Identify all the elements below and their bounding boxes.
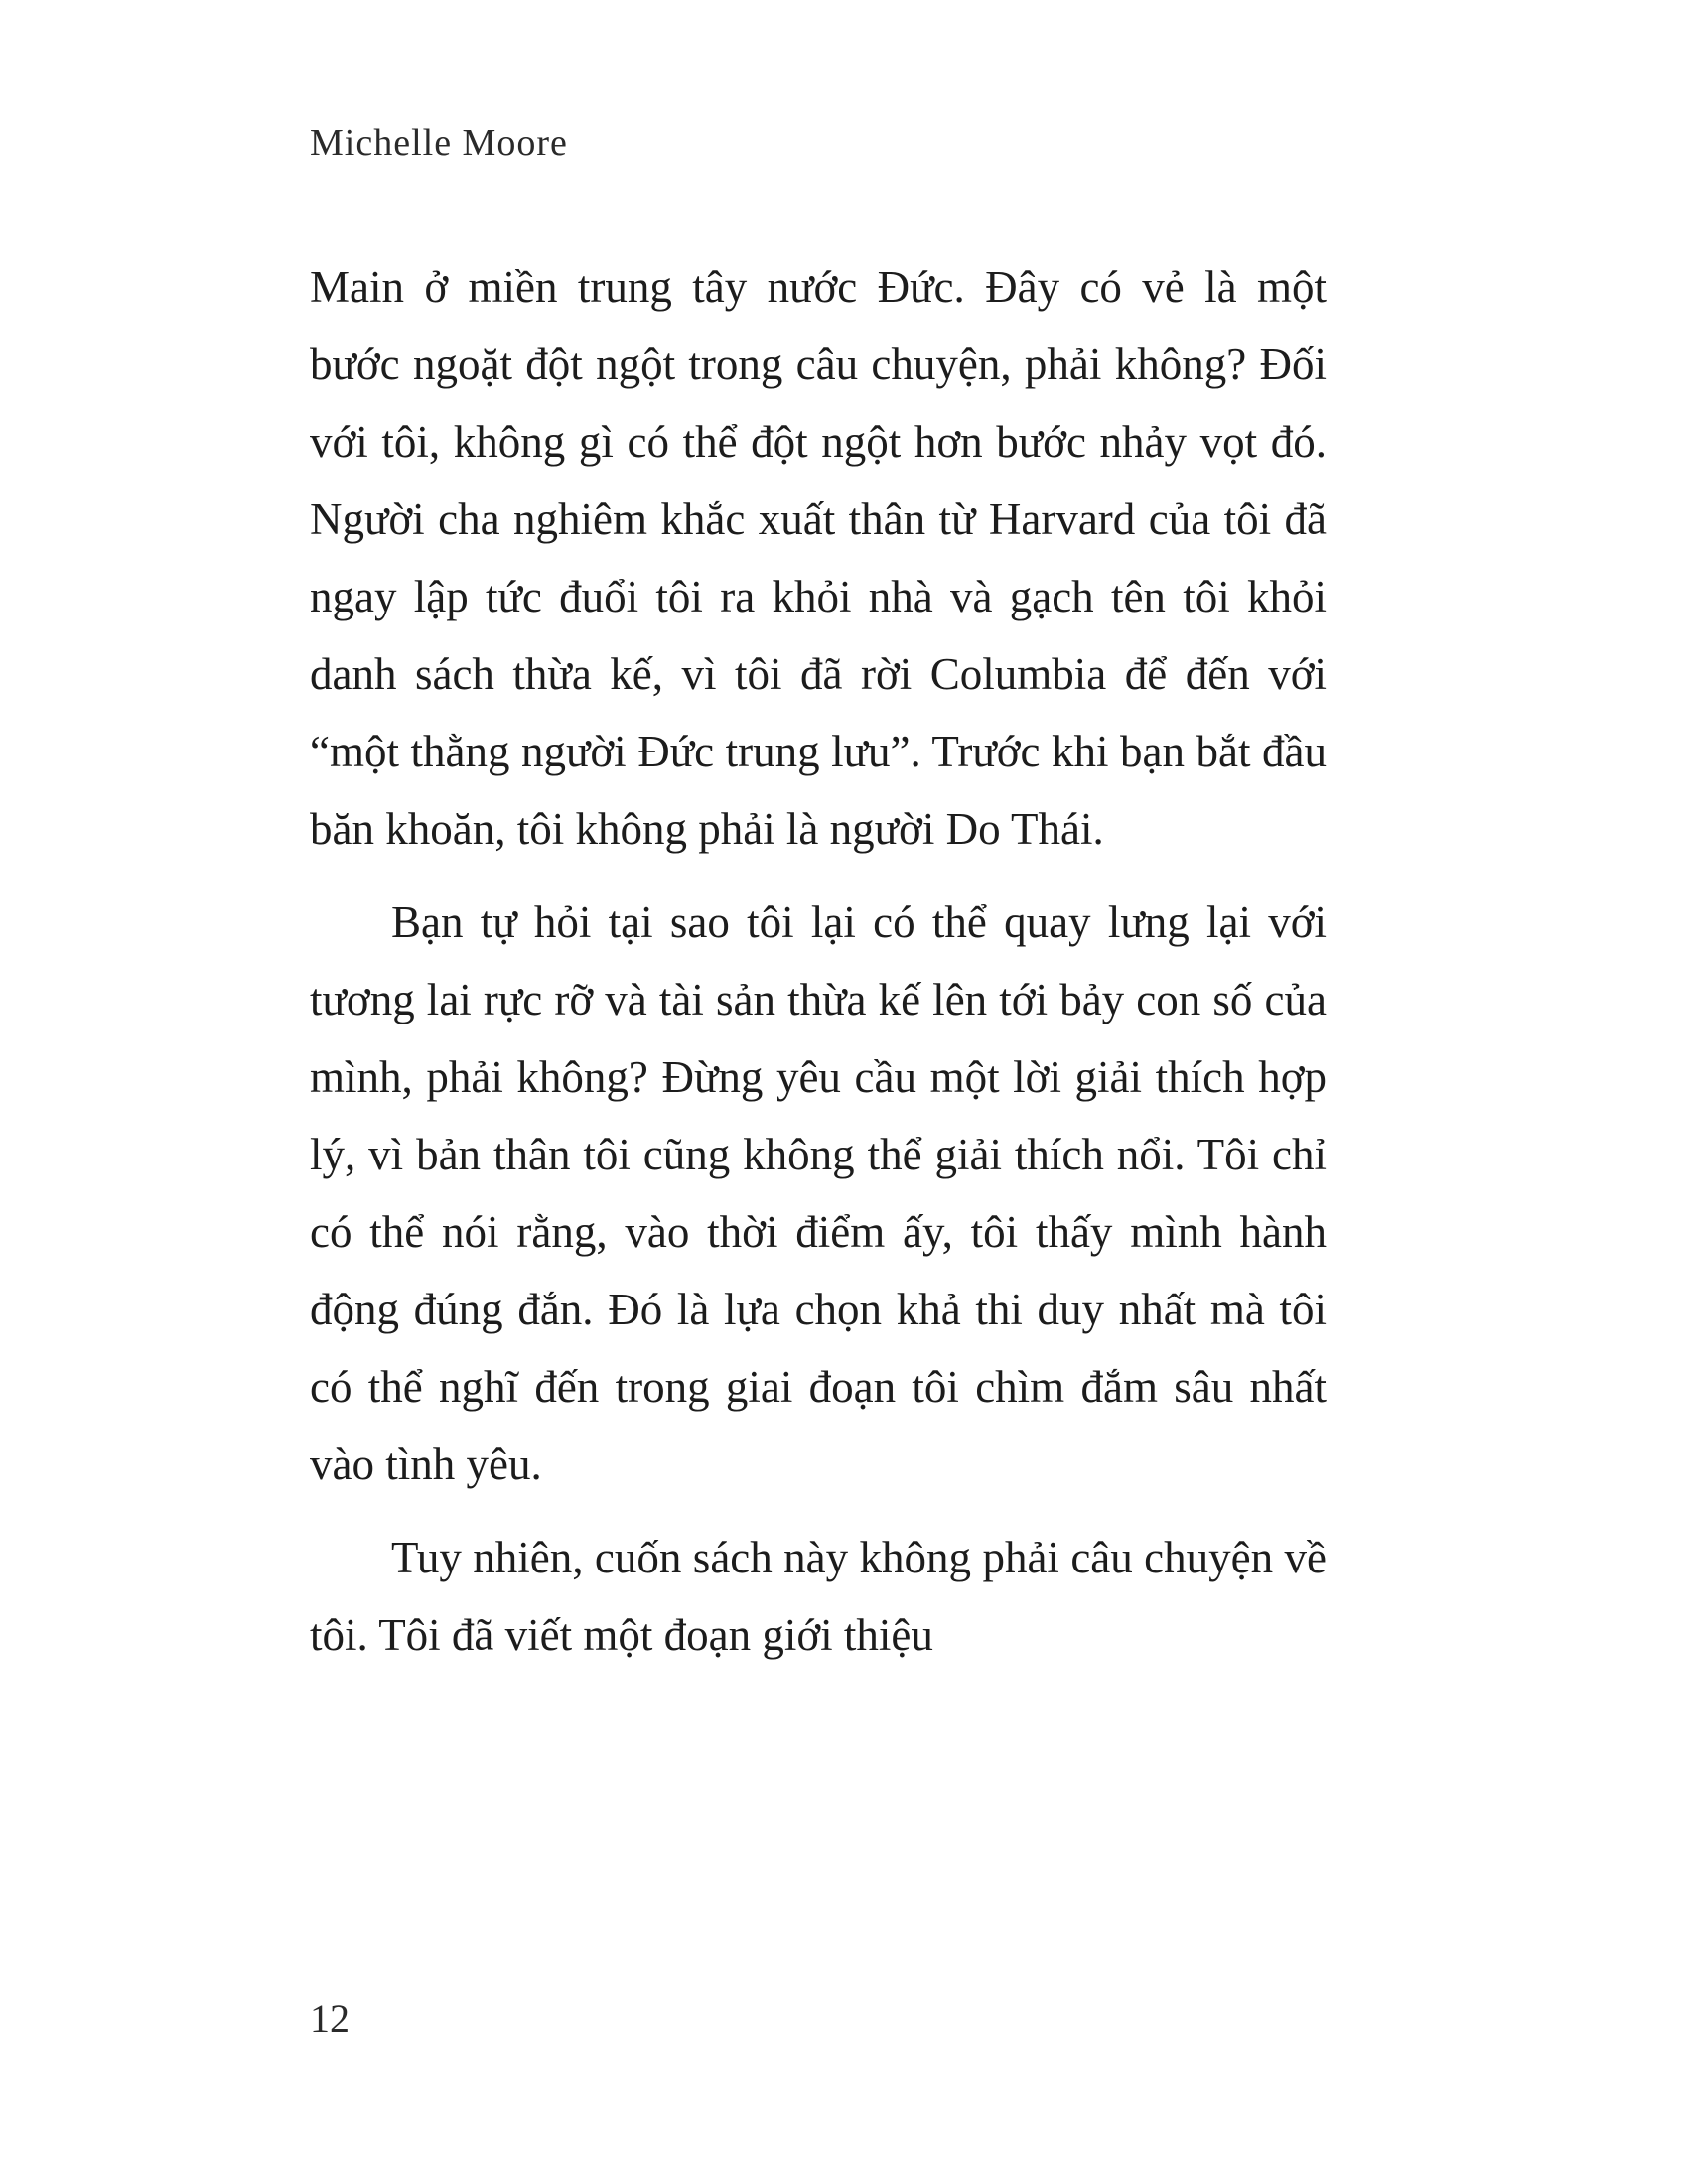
paragraph: Tuy nhiên, cuốn sách này không phải câu chuyện về tôi. Tôi đã viết một đoạn giới thiệu [310,1533,1327,1660]
page-number: 12 [310,1996,350,2041]
paragraph: Main ở miền trung tây nước Đức. Đây có vẻ là một bước ngoặt đột ngột trong câu chuyện, phải không? Đối với tôi, không gì có thể đột ngột hơn bước nhảy vọt đó. Người cha nghiêm khắc xuất thân từ Harvard của tôi đã ngay lập tức đuổi tôi ra khỏi nhà và gạch tên tôi khỏi danh sách thừa kế, vì tôi đã rời Columbia để đến với “một thằng người Đức trung lưu”. Trước khi bạn bắt đầu băn khoăn, tôi không phải là người Do Thái. [310,262,1327,854]
paragraph: Bạn tự hỏi tại sao tôi lại có thể quay lưng lại với tương lai rực rỡ và tài sản thừa kế lên tới bảy con số của mình, phải không? Đừng yêu cầu một lời giải thích hợp lý, vì bản thân tôi cũng không thể giải thích nổi. Tôi chỉ có thể nói rằng, vào thời điểm ấy, tôi thấy mình hành động đúng đắn. Đó là lựa chọn khả thi duy nhất mà tôi có thể nghĩ đến trong giai đoạn tôi chìm đắm sâu nhất vào tình yêu. [310,897,1327,1489]
running-header-author: Michelle Moore [310,122,568,164]
body-text [310,248,1327,1690]
